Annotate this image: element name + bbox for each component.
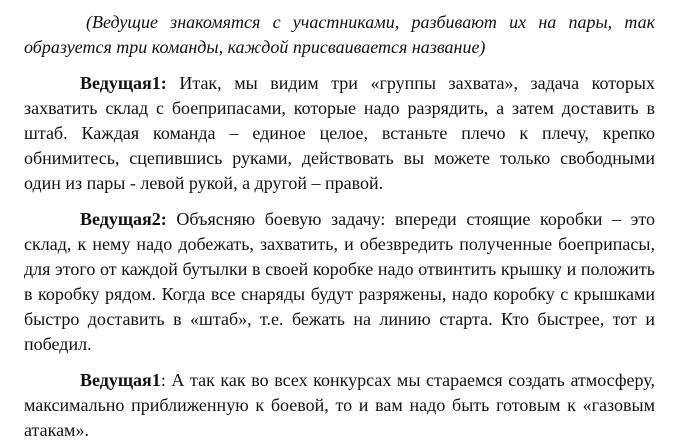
dialogue-paragraph-1 (24, 71, 655, 196)
speaker-label: Ведущая2: (80, 209, 167, 229)
stage-direction: (Ведущие знакомятся с участниками, разбивают их на пары, так образуется три команды, каждой присваивается название) (24, 12, 655, 57)
paragraph-text: Итак, мы видим три «группы захвата», задача которых захватить склад с боеприпасами, которые надо разрядить, а затем доставить в штаб. Каждая команда – единое целое, встаньте плечо к плечу, крепко обнимитесь, сцепившись руками, действовать вы можете только свободными один из пары - левой рукой, а другой – правой. (24, 73, 655, 193)
dialogue-paragraph-2 (24, 207, 655, 357)
dialogue-paragraph-3 (24, 368, 655, 443)
speaker-label: Ведущая1: (80, 73, 167, 93)
speaker-label: Ведущая1 (80, 370, 161, 390)
paragraph-text: : А так как во всех конкурсах мы стараемся создать атмосферу, максимально приближенную к боевой, то и вам надо быть готовым к «газовым атакам». (24, 370, 655, 440)
paragraph-text: Объясняю боевую задачу: впереди стоящие коробки – это склад, к нему надо добежать, захватить, и обезвредить полученные боеприпасы, для этого от каждой бутылки в своей коробке надо отвинтить крышку и положить в коробку рядом. Когда все снаряды будут разряжены, надо коробку с крышками быстро доставить в «штаб», т.е. бежать на линию старта. Кто быстрее, тот и победил. (24, 209, 655, 354)
